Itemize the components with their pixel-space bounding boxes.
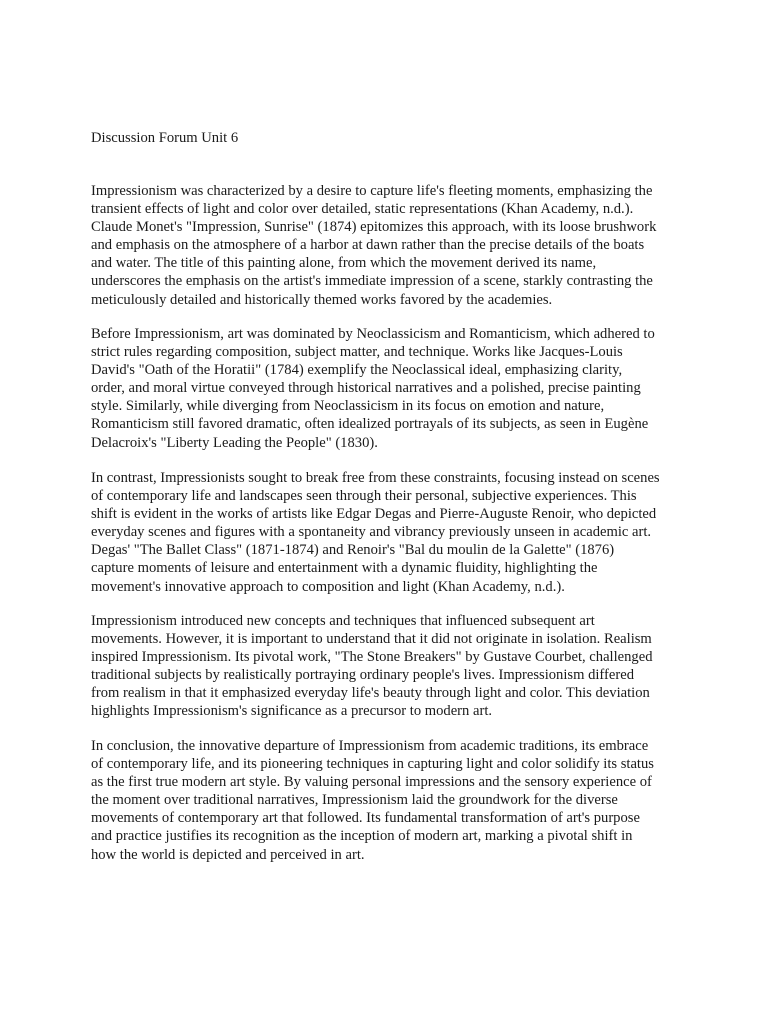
text-line: strict rules regarding composition, subject matter, and technique. Works like Jacques-Louis <box>91 344 623 361</box>
text-line: style. Similarly, while diverging from Neoclassicism in its focus on emotion and nature, <box>91 398 605 415</box>
text-line: as the first true modern art style. By valuing personal impressions and the sensory experience of <box>91 774 652 791</box>
text-line: movement's innovative approach to composition and light (Khan Academy, n.d.). <box>91 578 565 595</box>
text-line: order, and moral virtue conveyed through historical narratives and a polished, precise painting <box>91 380 641 397</box>
text-line: David's "Oath of the Horatii" (1784) exemplify the Neoclassical ideal, emphasizing clarity, <box>91 362 623 379</box>
paragraph-4 <box>91 612 691 721</box>
paragraph-5 <box>91 737 691 864</box>
text-line: Degas' "The Ballet Class" (1871-1874) and Renoir's "Bal du moulin de la Galette" (1876) <box>91 542 615 559</box>
text-line: meticulously detailed and historically themed works favored by the academies. <box>91 291 553 308</box>
document-title: Discussion Forum Unit 6 <box>91 130 239 146</box>
text-line: transient effects of light and color over detailed, static representations (Khan Academy, n.d.). <box>91 201 634 218</box>
text-line: Impressionism was characterized by a desire to capture life's fleeting moments, emphasizing the <box>91 183 653 199</box>
paragraph-3 <box>91 469 691 596</box>
text-line: and emphasis on the atmosphere of a harbor at dawn rather than the precise details of the boats <box>91 237 645 254</box>
paragraph-1 <box>91 182 691 309</box>
text-line: and water. The title of this painting alone, from which the movement derived its name, <box>91 255 597 272</box>
text-line: movements. However, it is important to understand that it did not originate in isolation. Realism <box>91 631 652 648</box>
text-line: of contemporary life and landscapes seen through their personal, subjective experiences. This <box>91 488 637 505</box>
text-line: everyday scenes and figures with a spontaneity and vibrancy previously unseen in academic art. <box>91 524 652 541</box>
text-line: and practice justifies its recognition as the inception of modern art, marking a pivotal shift in <box>91 828 633 845</box>
text-line: how the world is depicted and perceived in art. <box>91 846 365 863</box>
text-line: Romanticism still favored dramatic, often idealized portrayals of its subjects, as seen in Eugène <box>91 416 649 433</box>
text-line: shift is evident in the works of artists like Edgar Degas and Pierre-Auguste Renoir, who depicted <box>91 506 657 523</box>
text-line: inspired Impressionism. Its pivotal work, "The Stone Breakers" by Gustave Courbet, challenged <box>91 649 653 666</box>
text-line: the moment over traditional narratives, Impressionism laid the groundwork for the diverse <box>91 792 618 809</box>
text-line: Claude Monet's "Impression, Sunrise" (1874) epitomizes this approach, with its loose brushwork <box>91 219 657 236</box>
text-line: Impressionism introduced new concepts and techniques that influenced subsequent art <box>91 613 595 629</box>
text-line: highlights Impressionism's significance as a precursor to modern art. <box>91 703 493 720</box>
paragraph-2 <box>91 325 691 452</box>
text-line: Delacroix's "Liberty Leading the People" (1830). <box>91 434 378 451</box>
text-line: In contrast, Impressionists sought to break free from these constraints, focusing instead on scenes <box>91 470 660 486</box>
text-line: from realism in that it emphasized everyday life's beauty through light and color. This deviation <box>91 685 650 702</box>
text-line: underscores the emphasis on the artist's immediate impression of a scene, starkly contrasting the <box>91 273 653 290</box>
text-line: In conclusion, the innovative departure of Impressionism from academic traditions, its embrace <box>91 738 649 754</box>
text-line: movements of contemporary art that followed. Its fundamental transformation of art's purpose <box>91 810 640 827</box>
text-line: capture moments of leisure and entertainment with a dynamic fluidity, highlighting the <box>91 560 598 577</box>
text-line: Before Impressionism, art was dominated by Neoclassicism and Romanticism, which adhered to <box>91 326 655 342</box>
text-line: of contemporary life, and its pioneering techniques in capturing light and color solidify its status <box>91 756 654 773</box>
text-line: traditional subjects by realistically portraying ordinary people's lives. Impressionism differed <box>91 667 635 684</box>
